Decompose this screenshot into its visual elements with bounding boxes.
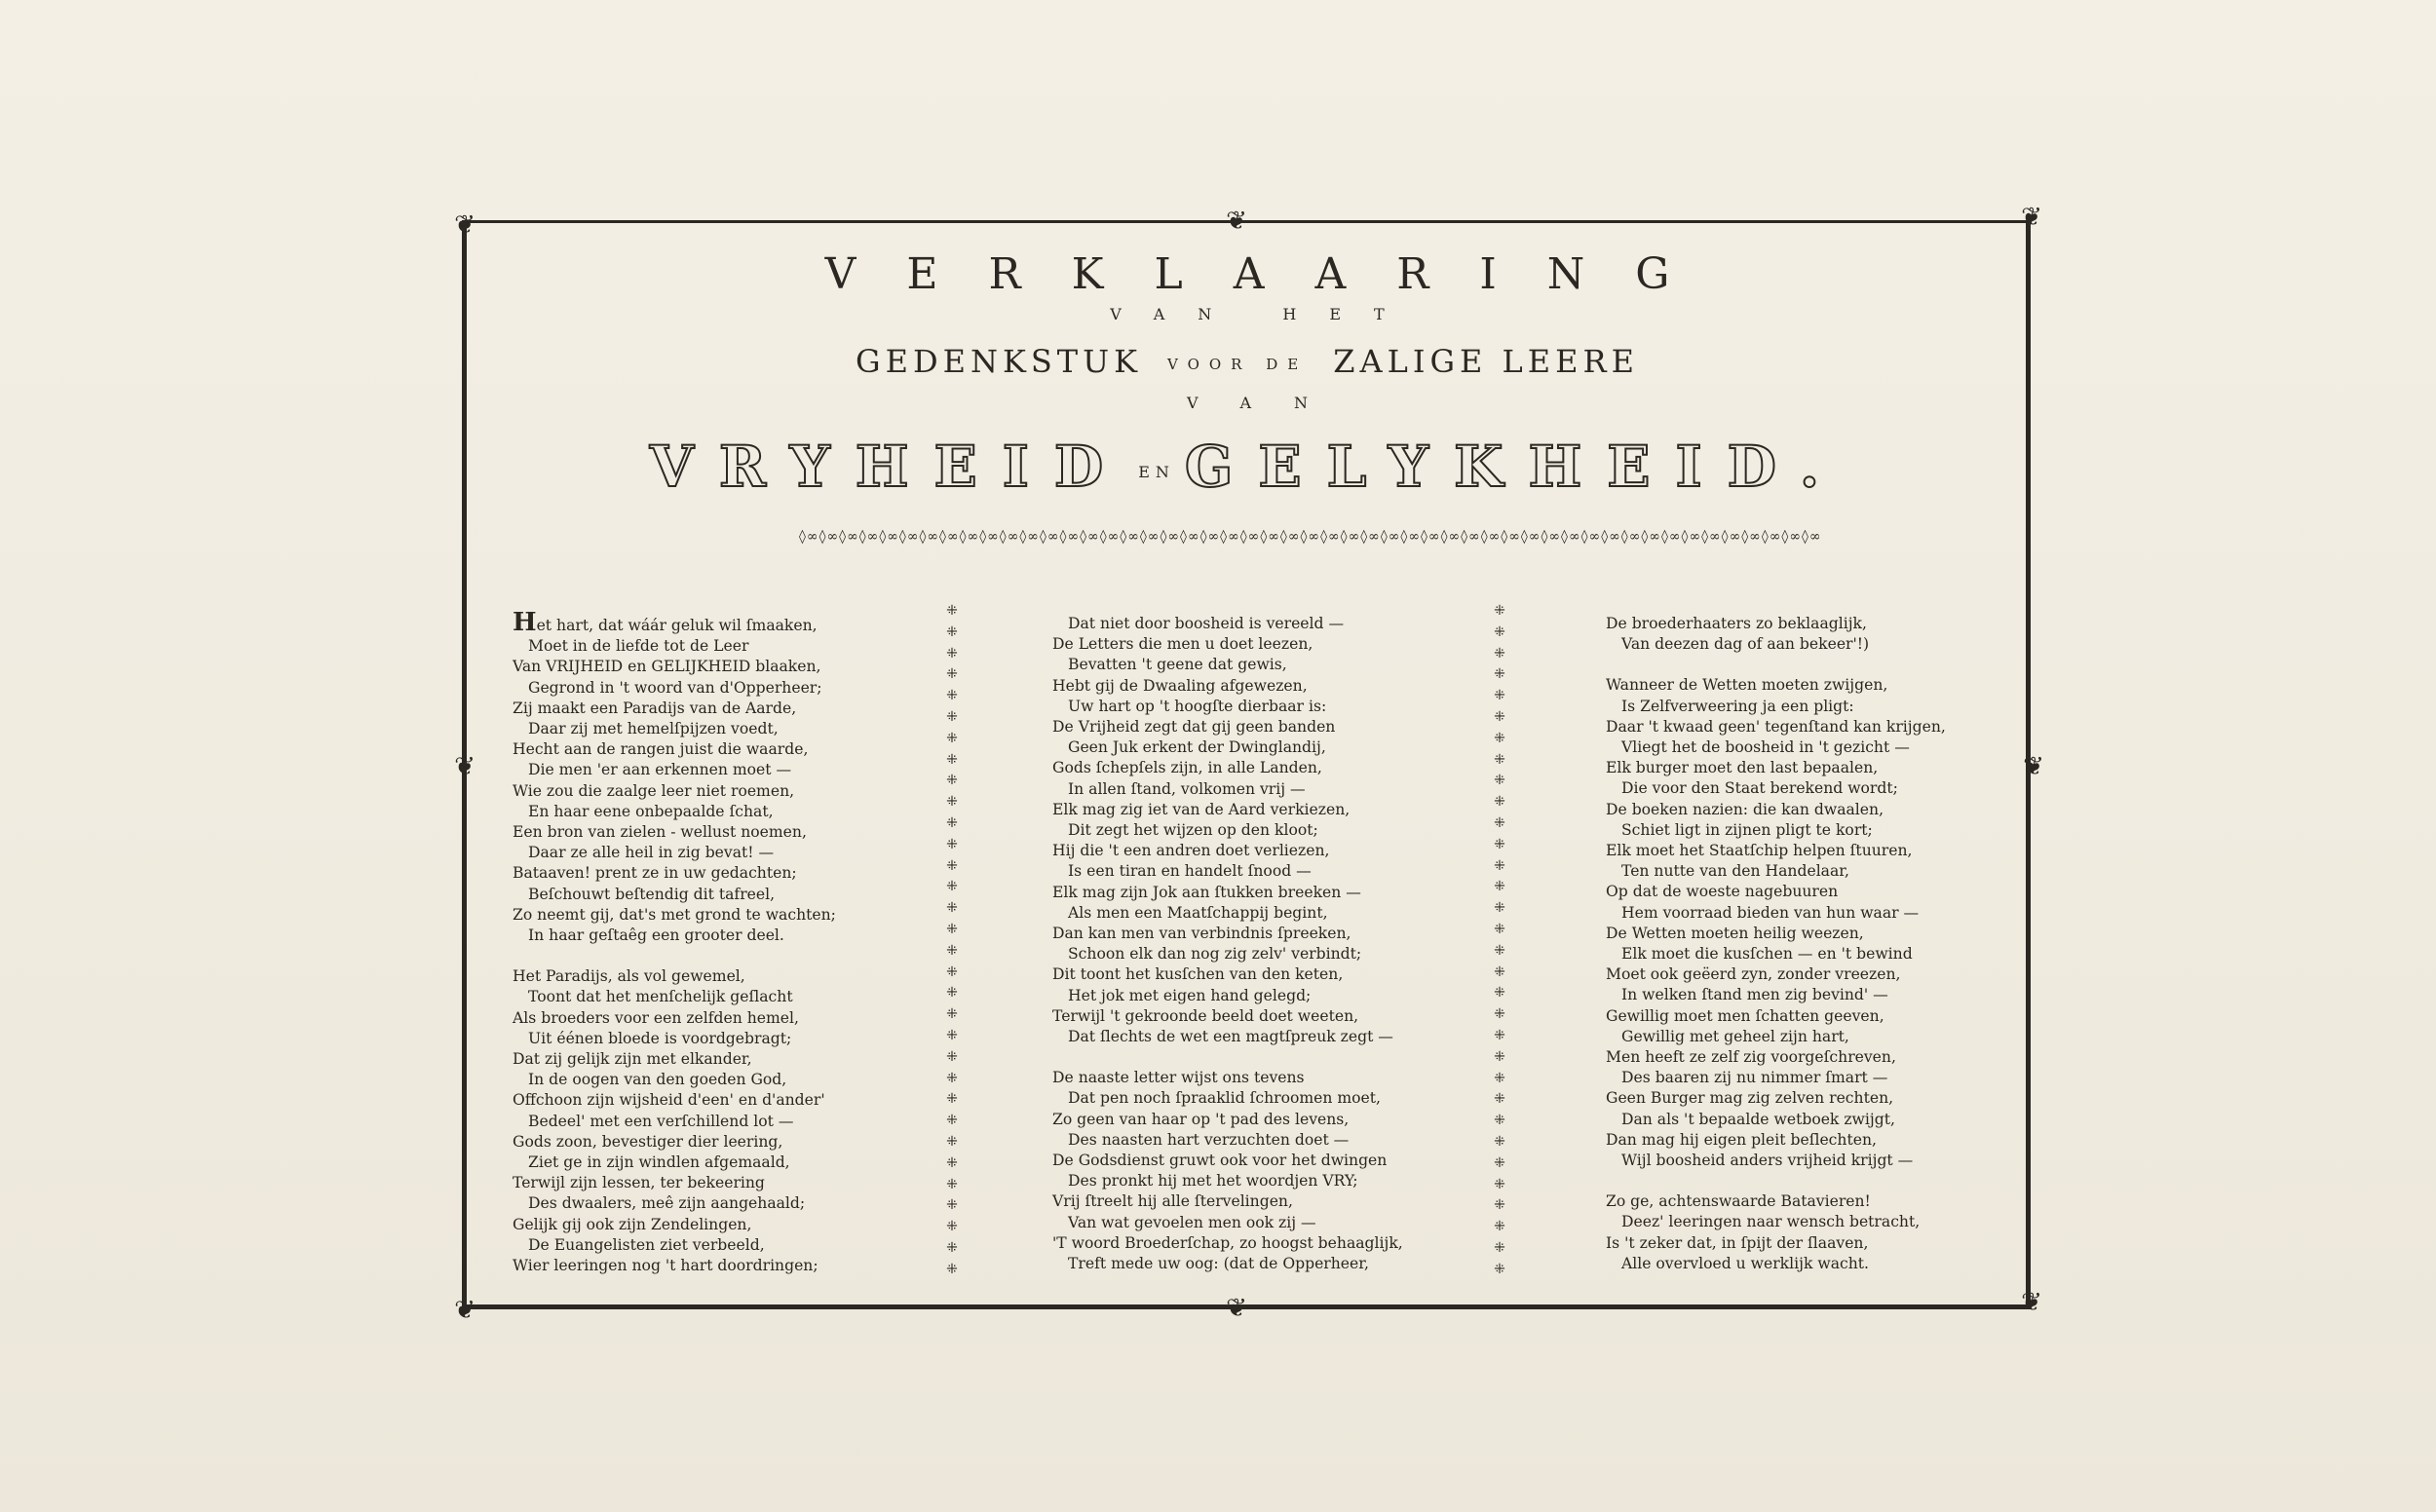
poem-line: En haar eene onbepaalde ſchat, — [528, 802, 774, 820]
side-ornament-right: ❦ — [2023, 752, 2044, 781]
poem-line: Schiet ligt in zijnen pligt te kort; — [1621, 820, 1873, 839]
divider-glyph: ⁜ — [946, 964, 958, 980]
divider-glyph: ⁜ — [946, 921, 958, 937]
poem-line: Alle overvloed u werklijk wacht. — [1621, 1254, 1869, 1272]
divider-glyph: ⁜ — [1494, 1176, 1505, 1192]
poem-line: In welken ſtand men zig bevind' — — [1621, 986, 1888, 1004]
poem-line: Dan als 't bepaalde wetboek zwijgt, — [1621, 1110, 1895, 1128]
poem-line: Elk mag zijn Jok aan ſtukken breeken — — [1052, 883, 1361, 901]
poem-line: Van deezen dag of aan bekeer'!) — [1621, 635, 1870, 654]
stanza — [1606, 675, 2035, 1171]
poem-line: Van VRIJHEID en GELIJKHEID blaaken, — [513, 658, 821, 676]
poem-line: Hebt gij de Dwaaling afgewezen, — [1052, 676, 1308, 695]
poem-line: De naaste letter wijst ons tevens — [1052, 1069, 1305, 1087]
divider-glyph: ⁜ — [1494, 985, 1505, 1002]
title-vryheid-line — [468, 434, 2027, 500]
divider-glyph: ⁜ — [1494, 857, 1505, 874]
poem-line: Gods ſchepſels zijn, in alle Landen, — [1052, 759, 1322, 777]
poem-line: Het Paradijs, als vol gewemel, — [513, 967, 745, 986]
drop-cap: H — [513, 608, 537, 637]
poem-line: Dat niet door boosheid is vereeld — — [1068, 615, 1345, 632]
poem-line: Daar zij met hemelſpijzen voedt, — [528, 720, 779, 738]
divider-glyph: ⁜ — [1494, 1133, 1505, 1150]
divider-glyph: ⁜ — [946, 814, 958, 831]
poem-line: De Godsdienst gruwt ook voor het dwingen — [1052, 1152, 1388, 1170]
divider-glyph: ⁜ — [946, 1048, 958, 1065]
poem-line-text: et hart, dat wáár geluk wil ſmaaken, — [536, 617, 818, 634]
poem-line: Elk burger moet den last bepaalen, — [1606, 759, 1879, 777]
poem-line: Als men een Maatſchappij begint, — [1068, 903, 1328, 922]
column-divider-2 — [1490, 604, 1509, 1276]
divider-glyph: ⁜ — [946, 773, 958, 789]
poem-line: Treft mede uw oog: (dat de Opperheer, — [1068, 1255, 1369, 1273]
divider-glyph: ⁜ — [946, 1176, 958, 1192]
poem-line: Des pronkt hij met het woordjen VRY; — [1068, 1172, 1358, 1191]
poem-line: Is een tiran en handelt ſnood — — [1068, 862, 1312, 881]
divider-glyph: ⁜ — [1494, 645, 1505, 662]
title-gedenkstuk-line — [468, 343, 2027, 380]
divider-glyph: ⁜ — [946, 1154, 958, 1171]
poem-line: Dan kan men van verbindnis ſpreeken, — [1052, 925, 1351, 943]
corner-ornament-top-left: ❦ — [454, 210, 476, 240]
poem-line: Dat pen noch ſpraaklid ſchroomen moet, — [1068, 1089, 1381, 1108]
stanza — [513, 608, 941, 946]
poem-line: Dat ſlechts de wet een magtſpreuk zegt — — [1068, 1028, 1393, 1046]
divider-glyph: ⁜ — [946, 1006, 958, 1023]
poem-line: Elk mag zig iet van de Aard verkiezen, — [1052, 800, 1351, 818]
poem-line: Terwijl 't gekroonde beeld doet weeten, — [1052, 1006, 1359, 1025]
poem-column-2 — [1052, 614, 1481, 1295]
divider-glyph: ⁜ — [1494, 603, 1505, 619]
poem-line: In de oogen van den goeden God, — [528, 1071, 787, 1089]
divider-glyph: ⁜ — [1494, 836, 1505, 852]
divider-glyph: ⁜ — [946, 1219, 958, 1235]
poem-line: Van wat gevoelen men ook zij — — [1068, 1213, 1316, 1231]
poem-line: Wier leeringen nog 't hart doordringen; — [513, 1257, 818, 1275]
stanza — [1606, 614, 2035, 655]
column-divider-1 — [942, 604, 962, 1276]
poem-line: Vrij ſtreelt hij alle ſtervelingen, — [1052, 1192, 1293, 1211]
poem-line: Bedeel' met een verſchillend lot — — [528, 1112, 794, 1130]
divider-glyph: ⁜ — [1494, 1048, 1505, 1065]
corner-ornament-bottom-left: ❦ — [454, 1296, 476, 1325]
poem-line: Die men 'er aan erkennen moet — — [528, 761, 792, 779]
poem-line: Hecht aan de rangen juist die waarde, — [513, 740, 809, 759]
divider-glyph: ⁜ — [946, 900, 958, 917]
divider-glyph: ⁜ — [1494, 964, 1505, 980]
poem-line: Gewillig moet men ſchatten geeven, — [1606, 1006, 1884, 1025]
poem-line — [513, 608, 941, 637]
title-gedenkstuk: GEDENKSTUK — [856, 343, 1143, 380]
divider-glyph: ⁜ — [946, 624, 958, 640]
divider-glyph: ⁜ — [1494, 1006, 1505, 1023]
poem-line: Die voor den Staat berekend wordt; — [1621, 779, 1898, 798]
divider-glyph: ⁜ — [1494, 1154, 1505, 1171]
poem-line: 'T woord Broederſchap, zo hoogst behaaglijk, — [1052, 1233, 1403, 1252]
poem-line: Men heeft ze zelf zig voorgeſchreven, — [1606, 1048, 1896, 1067]
divider-glyph: ⁜ — [1494, 624, 1505, 640]
poem-line: Terwijl zijn lessen, ter bekeering — [513, 1174, 765, 1192]
poem-line: Op dat de woeste nagebuuren — [1606, 883, 1839, 901]
poem-column-1 — [513, 608, 941, 1297]
poem-line: Zo ge, achtenswaarde Batavieren! — [1606, 1192, 1871, 1211]
divider-glyph: ⁜ — [1494, 921, 1505, 937]
poem-line: Geen Burger mag zig zelven rechten, — [1606, 1089, 1894, 1108]
poem-line: Hij die 't een andren doet verliezen, — [1052, 842, 1330, 860]
poem-line: Uit éénen bloede is voordgebragt; — [528, 1029, 792, 1047]
divider-glyph: ⁜ — [946, 603, 958, 619]
poem-line: Wijl boosheid anders vrijheid krijgt — — [1621, 1152, 1914, 1170]
divider-glyph: ⁜ — [946, 1113, 958, 1129]
poem-line: Gelijk gij ook zijn Zendelingen, — [513, 1215, 752, 1233]
poem-line: De Wetten moeten heilig weezen, — [1606, 924, 1864, 942]
divider-glyph: ⁜ — [946, 730, 958, 746]
top-center-ornament: ❦ — [1226, 207, 1247, 236]
divider-glyph: ⁜ — [946, 645, 958, 662]
poem-line: In allen ſtand, volkomen vrij — — [1068, 779, 1306, 798]
poem-line: Zij maakt een Paradijs van de Aarde, — [513, 699, 797, 717]
corner-ornament-bottom-right: ❦ — [2021, 1288, 2042, 1317]
divider-glyph: ⁜ — [1494, 1261, 1505, 1277]
divider-glyph: ⁜ — [946, 1197, 958, 1214]
poem-line: In haar geſtaêg een grooter deel. — [528, 926, 784, 945]
stanza — [1052, 1068, 1481, 1274]
bottom-center-ornament: ❦ — [1226, 1294, 1247, 1323]
divider-glyph: ⁜ — [1494, 666, 1505, 683]
divider-glyph: ⁜ — [946, 1239, 958, 1256]
poem-line: Uw hart op 't hoogſte dierbaar is: — [1068, 697, 1327, 715]
poem-line: Ten nutte van den Handelaar, — [1621, 862, 1849, 881]
poem-line: Bataaven! prent ze in uw gedachten; — [513, 864, 797, 883]
divider-glyph: ⁜ — [946, 666, 958, 683]
divider-glyph: ⁜ — [946, 1091, 958, 1108]
poem-line: De boeken nazien: die kan dwaalen, — [1606, 800, 1884, 818]
poem-line: Dit toont het kusſchen van den keten, — [1052, 965, 1344, 984]
poem-line: Elk moet het Staatſchip helpen ſtuuren, — [1606, 842, 1913, 860]
title-zalige-leere: ZALIGE LEERE — [1333, 343, 1639, 380]
poem-line: Deez' leeringen naar wensch betracht, — [1621, 1213, 1921, 1231]
poem-line: Is 't zeker dat, in ſpijt der ſlaaven, — [1606, 1233, 1869, 1252]
poem-line: Moet ook geëerd zyn, zonder vreezen, — [1606, 965, 1901, 984]
divider-glyph: ⁜ — [1494, 814, 1505, 831]
poem-line: Beſchouwt beſtendig dit tafreel, — [528, 885, 776, 903]
divider-glyph: ⁜ — [946, 1027, 958, 1043]
divider-glyph: ⁜ — [946, 708, 958, 725]
poem-line: De broederhaaters zo beklaaglijk, — [1606, 615, 1867, 632]
divider-glyph: ⁜ — [946, 879, 958, 895]
poem-line: Daar ze alle heil in zig bevat! — — [528, 844, 775, 862]
divider-glyph: ⁜ — [1494, 708, 1505, 725]
divider-glyph: ⁜ — [1494, 942, 1505, 959]
title-voor-de: VOOR DE — [1167, 355, 1309, 373]
poem-column-3 — [1606, 614, 2035, 1295]
divider-glyph: ⁜ — [946, 857, 958, 874]
poem-line: Een bron van zielen - wellust noemen, — [513, 823, 807, 842]
poem-line: Dat zij gelijk zijn met elkander, — [513, 1050, 752, 1069]
poem-line: Dan mag hij eigen pleit beſlechten, — [1606, 1130, 1877, 1149]
divider-glyph: ⁜ — [946, 985, 958, 1002]
divider-glyph: ⁜ — [1494, 1091, 1505, 1108]
poem-line: Als broeders voor een zelfden hemel, — [513, 1008, 799, 1027]
poem-line: Elk moet die kusſchen — en 't bewind — [1621, 945, 1913, 964]
divider-glyph: ⁜ — [946, 836, 958, 852]
poem-line: De Vrijheid zegt dat gij geen banden — [1052, 718, 1336, 737]
divider-glyph: ⁜ — [1494, 730, 1505, 746]
poem-line: Offchoon zijn wijsheid d'een' en d'ander' — [513, 1091, 825, 1110]
poem-line: Ziet ge in zijn windlen afgemaald, — [528, 1153, 790, 1172]
divider-glyph: ⁜ — [1494, 900, 1505, 917]
poem-line: Geen Juk erkent der Dwinglandij, — [1068, 738, 1326, 757]
divider-glyph: ⁜ — [946, 794, 958, 811]
stanza — [1052, 614, 1481, 1047]
poem-line: Des baaren zij nu nimmer ſmart — — [1621, 1069, 1888, 1087]
title-van-het: VAN HET — [1110, 305, 1418, 323]
divider-glyph: ⁜ — [1494, 688, 1505, 704]
title-vryheid: VRYHEID — [649, 434, 1129, 500]
divider-glyph: ⁜ — [1494, 1027, 1505, 1043]
poem-line: Het jok met eigen hand gelegd; — [1068, 986, 1312, 1004]
poem-line: Moet in de liefde tot de Leer — [528, 637, 749, 656]
stanza — [1606, 1191, 2035, 1274]
divider-glyph: ⁜ — [946, 1261, 958, 1277]
poem-line: Wanneer de Wetten moeten zwijgen, — [1606, 676, 1888, 695]
divider-glyph: ⁜ — [946, 1070, 958, 1086]
divider-glyph: ⁜ — [1494, 879, 1505, 895]
poem-line: Vliegt het de boosheid in 't gezicht — — [1621, 738, 1910, 757]
divider-glyph: ⁜ — [1494, 1113, 1505, 1129]
divider-glyph: ⁜ — [946, 751, 958, 768]
poem-line: Zo geen van haar op 't pad des levens, — [1052, 1110, 1350, 1128]
poem-line: Gegrond in 't woord van d'Opperheer; — [528, 678, 822, 697]
poem-line: Gods zoon, bevestiger dier leering, — [513, 1132, 783, 1151]
poem-line: Daar 't kwaad geen' tegenſtand kan krijgen, — [1606, 717, 1946, 736]
corner-ornament-top-right: ❦ — [2021, 203, 2042, 232]
poem-line: De Euangelisten ziet verbeeld, — [528, 1235, 765, 1254]
poem-line: Dit zegt het wijzen op den kloot; — [1068, 821, 1318, 840]
poem-line: Bevatten 't geene dat gewis, — [1068, 656, 1287, 674]
title-gelykheid: GELYKHEID. — [1184, 434, 1846, 500]
poem-line: Zo neemt gij, dat's met grond te wachten; — [513, 905, 836, 924]
poem-line: Des naasten hart verzuchten doet — — [1068, 1130, 1350, 1149]
ornamental-divider-row: ◊∞◊∞◊∞◊∞◊∞◊∞◊∞◊∞◊∞◊∞◊∞◊∞◊∞◊∞◊∞◊∞◊∞◊∞◊∞◊∞◊∞◊∞◊∞◊∞◊∞◊∞◊∞◊∞◊∞◊∞◊∞◊∞◊∞◊∞◊∞◊∞◊∞◊∞◊∞◊∞◊∞◊∞◊∞◊∞◊∞◊∞◊∞◊∞◊∞◊∞◊∞ — [799, 529, 1822, 545]
title-en: EN — [1138, 462, 1175, 481]
poem-line: Toont dat het menſchelijk geſlacht — [528, 988, 793, 1006]
side-ornament-left: ❦ — [454, 752, 476, 781]
poem-line: De Letters die men u doet leezen, — [1052, 635, 1313, 654]
divider-glyph: ⁜ — [1494, 1197, 1505, 1214]
divider-glyph: ⁜ — [1494, 1239, 1505, 1256]
divider-glyph: ⁜ — [946, 1133, 958, 1150]
divider-glyph: ⁜ — [1494, 773, 1505, 789]
poem-line: Is Zelfverweering ja een pligt: — [1621, 697, 1854, 715]
poem-line: Gewillig met geheel zijn hart, — [1621, 1027, 1849, 1045]
poem-line: Wie zou die zaalge leer niet roemen, — [513, 781, 795, 800]
poem-line: Hem voorraad bieden van hun waar — — [1621, 903, 1920, 922]
divider-glyph: ⁜ — [1494, 1070, 1505, 1086]
divider-glyph: ⁜ — [946, 942, 958, 959]
divider-glyph: ⁜ — [1494, 751, 1505, 768]
title-verklaaring: VERKLAARING — [824, 249, 1721, 299]
stanza — [513, 966, 941, 1276]
poem-line: Des dwaalers, meê zijn aangehaald; — [528, 1194, 806, 1213]
divider-glyph: ⁜ — [946, 688, 958, 704]
poem-line: Schoon elk dan nog zig zelv' verbindt; — [1068, 945, 1362, 964]
divider-glyph: ⁜ — [1494, 794, 1505, 811]
title-van: VAN — [1186, 394, 1351, 412]
divider-glyph: ⁜ — [1494, 1219, 1505, 1235]
